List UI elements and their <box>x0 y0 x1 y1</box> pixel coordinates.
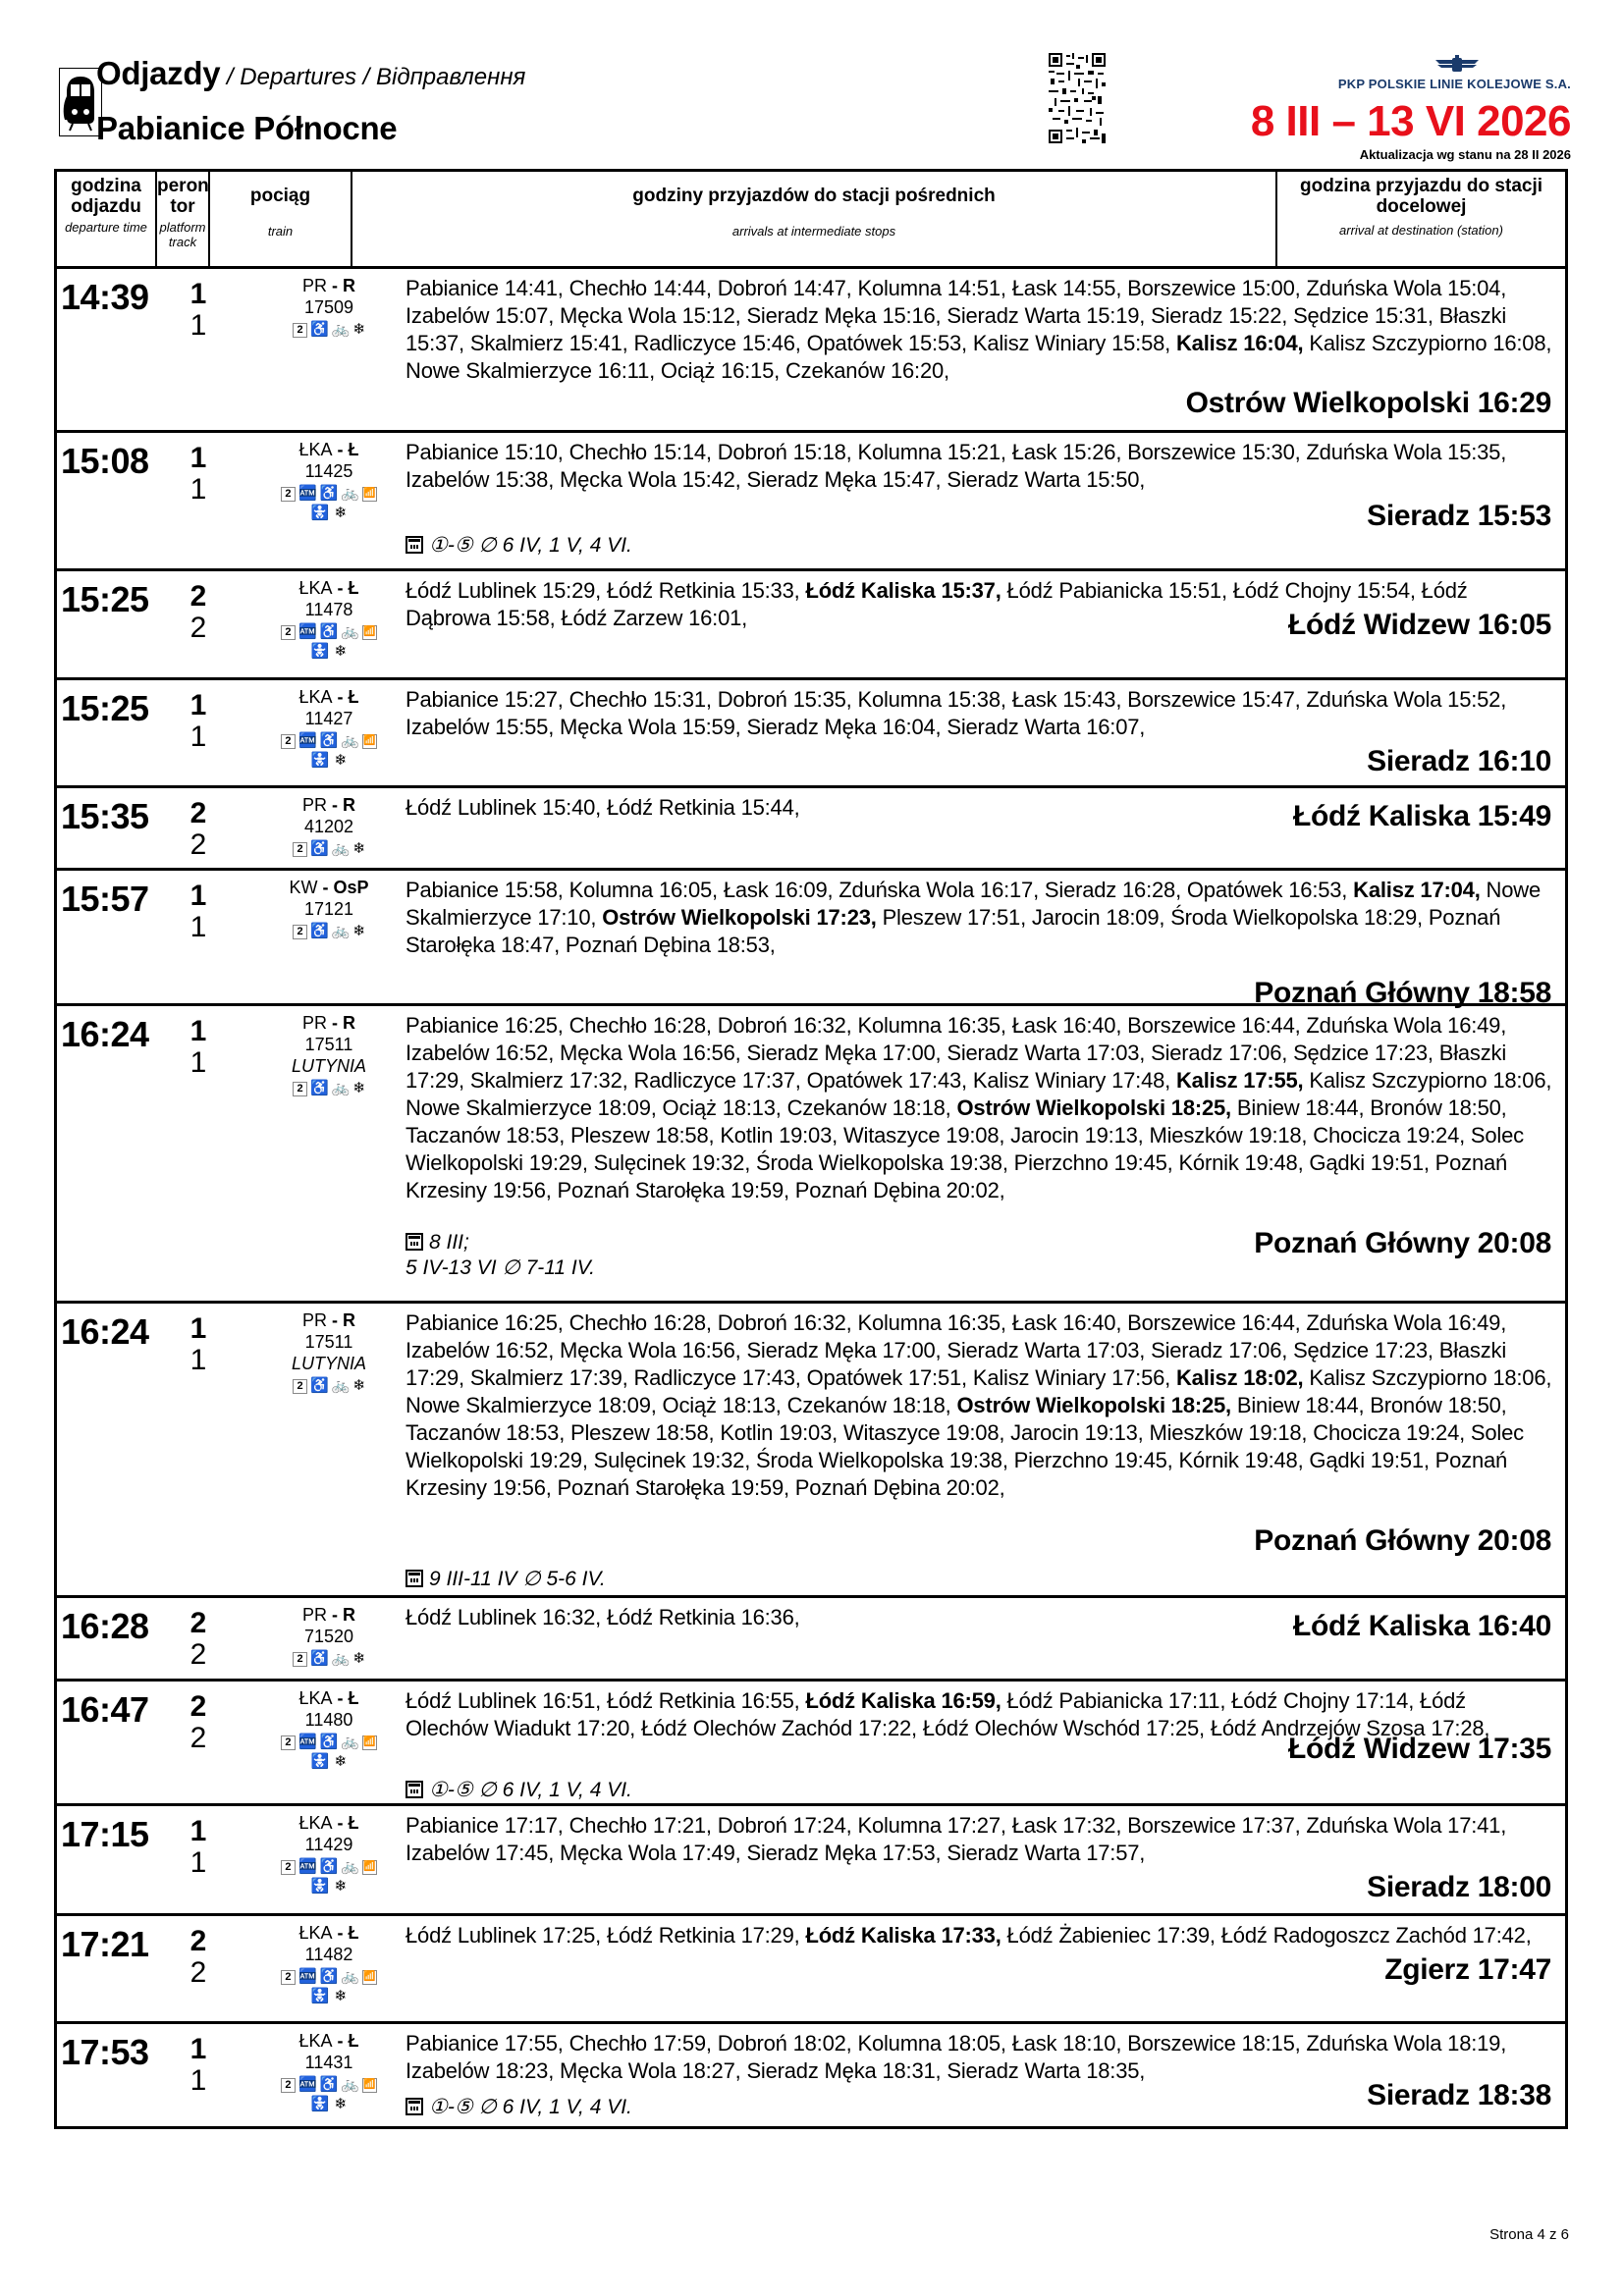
amenity-icons <box>270 1733 388 1752</box>
carrier-separator: - <box>332 578 349 598</box>
service-days-text: 9 III-11 IV ∅ 5-6 IV. <box>429 1568 606 1590</box>
bicycle-icon: 🚲 <box>341 1734 360 1750</box>
intermediate-stops: Pabianice 17:55, Chechło 17:59, Dobroń 18:02, Kolumna 18:05, Łask 18:10, Borszewice 18:15, Zduńska Wola 18:19, Izabelów 18:23, Męcka Wola 18:27, Sieradz Męka 18:31, Sieradz Warta 18:35, <box>406 2031 1507 2083</box>
second-class-icon: 2 <box>293 1082 307 1096</box>
air-conditioning-icon: ❄ <box>352 1080 365 1096</box>
train-number: 11429 <box>304 1835 353 1854</box>
second-class-icon: 2 <box>281 487 296 502</box>
second-class-icon: 2 <box>281 1735 296 1750</box>
page-title <box>96 55 525 92</box>
carrier-separator: - <box>332 1923 349 1943</box>
intermediate-stops: Pabianice 15:27, Chechło 15:31, Dobroń 15:35, Kolumna 15:38, Łask 15:43, Borszewice 15:47, Zduńska Wola 15:52, Izabelów 15:55, Męcka Wola 15:59, Sieradz Męka 16:04, Sieradz Warta 16:07, <box>406 687 1507 739</box>
air-conditioning-icon: ❄ <box>352 923 365 939</box>
amenity-icons-second-line <box>270 642 388 662</box>
train-category: R <box>343 1310 355 1330</box>
train-info <box>270 2030 388 2114</box>
platform-track <box>189 1691 208 1754</box>
intermediate-stops: Pabianice 16:25, Chechło 16:28, Dobroń 16:32, Kolumna 16:35, Łask 16:40, Borszewice 16:44, Zduńska Wola 16:49, Izabelów 16:52, Męcka Wola 16:56, Sieradz Męka 17:00, Sieradz Warta 17:03, Sieradz 17:06, Sędzice 17:23, Błaszki 17:29, Skalmierz 17:32, Radliczyce 17:37, Opatówek 17:43, Kalisz Winiary 17:48, Kalisz 17:55, Kalisz Szczypiorno 18:06, Nowe Skalmierzyce 18:09, Ociąż 18:13, Czekanów 18:18, Ostrów Wielkopolski 18:25, Biniew 18:44, Bronów 18:50, Taczanów 18:53, Pleszew 18:58, Kotlin 19:03, Witaszyce 19:08, Jarocin 19:13, Mieszków 19:18, Chocicza 19:24, Solec Wielkopolski 19:29, Sulęcinek 19:32, Środa Wielkopolska 19:38, Pierzchno 19:45, Kórnik 19:48, Gądki 19:51, Poznań Krzesiny 19:56, Poznań Starołęka 19:59, Poznań Dębina 20:02, <box>406 1013 1552 1202</box>
platform-number: 1 <box>189 1015 207 1047</box>
service-days-text-2: 5 IV-13 VI ∅ 7-11 IV. <box>406 1256 595 1279</box>
amenity-icons <box>270 731 388 751</box>
train-carrier <box>270 1812 388 1834</box>
wheelchair-icon: ♿ <box>310 840 329 857</box>
bicycle-icon: 🚲 <box>331 1650 351 1667</box>
carrier-separator: - <box>327 1605 343 1625</box>
service-days-note <box>406 1567 606 1592</box>
train-number: 11482 <box>304 1945 353 1964</box>
train-name: LUTYNIA <box>291 1354 367 1373</box>
carrier-code: KW <box>289 878 318 897</box>
departures-table <box>54 169 1568 2129</box>
departure-time: 15:08 <box>61 441 149 481</box>
destination-arrival: Ostrów Wielkopolski 16:29 <box>1185 387 1551 419</box>
air-conditioning-icon: ❄ <box>352 1377 365 1394</box>
air-conditioning-icon: ❄ <box>334 1878 348 1895</box>
train-carrier <box>270 1309 388 1331</box>
train-info <box>270 1922 388 2006</box>
destination-arrival: Łódź Widzew 16:05 <box>1287 609 1551 641</box>
baby-changing-icon: 🚼 <box>310 505 330 521</box>
carrier-separator: - <box>332 1688 349 1708</box>
qr-code-icon[interactable] <box>1049 53 1106 143</box>
platform-track <box>189 1816 208 1879</box>
platform-track <box>189 279 208 342</box>
departure-time: 16:28 <box>61 1606 149 1646</box>
train-carrier <box>270 686 388 708</box>
calendar-icon <box>406 1781 423 1798</box>
wheelchair-icon: ♿ <box>319 1734 339 1750</box>
intermediate-stops: Łódź Lublinek 15:40, Łódź Retkinia 15:44, <box>406 795 800 820</box>
platform-number: 2 <box>189 1925 207 1957</box>
amenity-icons-second-line <box>270 1987 388 2006</box>
train-info <box>270 1309 388 1396</box>
air-conditioning-icon: ❄ <box>352 840 365 857</box>
wifi-icon: 📶 <box>362 1735 377 1750</box>
departure-time: 15:25 <box>61 688 149 728</box>
ticket-machine-icon: 🏧 <box>298 623 317 640</box>
air-conditioning-icon: ❄ <box>334 643 348 660</box>
departure-time: 17:15 <box>61 1814 149 1854</box>
wheelchair-icon: ♿ <box>310 321 329 338</box>
platform-number: 1 <box>189 2033 207 2065</box>
wifi-icon: 📶 <box>362 625 377 640</box>
carrier-separator: - <box>332 440 349 459</box>
carrier-code: ŁKA <box>298 1813 333 1833</box>
bicycle-icon: 🚲 <box>331 1377 351 1394</box>
train-carrier <box>270 794 388 816</box>
amenity-icons <box>270 922 388 941</box>
train-info <box>270 877 388 941</box>
platform-number: 2 <box>189 1607 207 1639</box>
amenity-icons <box>270 1857 388 1877</box>
carrier-code: ŁKA <box>298 687 333 707</box>
table-row <box>57 1916 1565 2024</box>
carrier-separator: - <box>327 795 343 815</box>
train-info <box>270 794 388 859</box>
baby-changing-icon: 🚼 <box>310 1878 330 1895</box>
train-category: Ł <box>348 1923 359 1943</box>
baby-changing-icon: 🚼 <box>310 1988 330 2004</box>
bicycle-icon: 🚲 <box>331 1080 351 1096</box>
track-number: 1 <box>189 309 207 342</box>
table-row <box>57 1682 1565 1806</box>
table-header <box>57 172 1565 269</box>
table-row <box>57 680 1565 788</box>
destination-arrival: Zgierz 17:47 <box>1384 1953 1551 1986</box>
destination-arrival: Łódź Kaliska 16:40 <box>1292 1610 1551 1642</box>
table-row <box>57 571 1565 680</box>
wheelchair-icon: ♿ <box>319 1968 339 1985</box>
train-number: 17511 <box>304 1332 353 1352</box>
platform-number: 1 <box>189 278 207 310</box>
validity-period: 8 III – 13 VI 2026 <box>1250 97 1571 145</box>
carrier-code: PR <box>301 1605 327 1625</box>
ticket-machine-icon: 🏧 <box>298 1968 317 1985</box>
table-row <box>57 788 1565 871</box>
carrier-separator: - <box>332 2031 349 2051</box>
track-number: 2 <box>189 1638 207 1671</box>
station-name: Pabianice Północne <box>96 110 398 146</box>
wifi-icon: 📶 <box>362 487 377 502</box>
calendar-icon <box>406 536 423 554</box>
carrier-separator: - <box>327 1013 343 1033</box>
carrier-code: ŁKA <box>298 2031 333 2051</box>
calendar-icon <box>406 1233 423 1251</box>
track-number: 1 <box>189 911 207 943</box>
wheelchair-icon: ♿ <box>319 732 339 749</box>
carrier-code: PR <box>301 1310 327 1330</box>
service-days-note <box>406 1230 595 1281</box>
service-days-text: ①-⑤ ∅ 6 IV, 1 V, 4 VI. <box>429 2096 632 2118</box>
platform-number: 1 <box>189 689 207 721</box>
air-conditioning-icon: ❄ <box>334 752 348 769</box>
amenity-icons-second-line <box>270 1877 388 1896</box>
service-days-note <box>406 1778 632 1803</box>
amenity-icons <box>270 2075 388 2095</box>
platform-number: 2 <box>189 1690 207 1723</box>
air-conditioning-icon: ❄ <box>334 1753 348 1770</box>
train-carrier <box>270 577 388 599</box>
second-class-icon: 2 <box>293 925 307 939</box>
amenity-icons <box>270 839 388 859</box>
air-conditioning-icon: ❄ <box>334 505 348 521</box>
amenity-icons-second-line <box>270 2095 388 2114</box>
service-days-note <box>406 533 632 559</box>
train-category: Ł <box>348 578 359 598</box>
baby-changing-icon: 🚼 <box>310 2096 330 2112</box>
column-header-platform: peron tor platform track <box>157 172 210 266</box>
wheelchair-icon: ♿ <box>310 923 329 939</box>
destination-arrival: Poznań Główny 20:08 <box>1254 1227 1551 1259</box>
departure-time: 15:25 <box>61 579 149 619</box>
bicycle-icon: 🚲 <box>341 1858 360 1875</box>
platform-track <box>189 798 208 861</box>
wheelchair-icon: ♿ <box>319 1858 339 1875</box>
second-class-icon: 2 <box>281 734 296 749</box>
train-carrier <box>270 1604 388 1626</box>
train-number: 41202 <box>303 817 354 836</box>
baby-changing-icon: 🚼 <box>310 752 330 769</box>
train-number: 71520 <box>303 1627 354 1646</box>
table-row <box>57 1006 1565 1304</box>
wheelchair-icon: ♿ <box>319 623 339 640</box>
wheelchair-icon: ♿ <box>310 1650 329 1667</box>
second-class-icon: 2 <box>293 1652 307 1667</box>
table-row <box>57 1304 1565 1598</box>
train-info <box>270 275 388 340</box>
carrier-separator: - <box>317 878 334 897</box>
carrier-separator: - <box>332 1813 349 1833</box>
ticket-machine-icon: 🏧 <box>298 485 317 502</box>
train-carrier <box>270 877 388 898</box>
platform-track <box>189 1608 208 1671</box>
table-row <box>57 2024 1565 2126</box>
second-class-icon: 2 <box>293 1379 307 1394</box>
wifi-icon: 📶 <box>362 1970 377 1985</box>
platform-track <box>189 1926 208 1989</box>
departure-time: 16:24 <box>61 1311 149 1352</box>
ticket-machine-icon: 🏧 <box>298 1734 317 1750</box>
carrier-code: ŁKA <box>298 1923 333 1943</box>
ticket-machine-icon: 🏧 <box>298 1858 317 1875</box>
carrier-separator: - <box>327 276 343 295</box>
train-number: 11478 <box>304 600 353 619</box>
departure-time: 17:21 <box>61 1924 149 1964</box>
table-row <box>57 1598 1565 1682</box>
platform-track <box>189 2034 208 2097</box>
carrier-code: PR <box>301 795 327 815</box>
carrier-separator: - <box>327 1310 343 1330</box>
train-number: 17509 <box>303 297 354 317</box>
train-category: Ł <box>348 687 359 707</box>
platform-track <box>189 1313 208 1376</box>
column-header-time: godzina odjazdu departure time <box>57 172 157 266</box>
train-category: R <box>343 276 355 295</box>
track-number: 2 <box>189 612 207 644</box>
departure-time: 16:47 <box>61 1689 149 1730</box>
bicycle-icon: 🚲 <box>331 840 351 857</box>
train-category: Ł <box>348 2031 359 2051</box>
baby-changing-icon: 🚼 <box>310 643 330 660</box>
amenity-icons <box>270 320 388 340</box>
carrier-code: ŁKA <box>298 440 333 459</box>
bicycle-icon: 🚲 <box>331 321 351 338</box>
wifi-icon: 📶 <box>362 1860 377 1875</box>
service-days-text: ①-⑤ ∅ 6 IV, 1 V, 4 VI. <box>429 1779 632 1801</box>
amenity-icons-second-line <box>270 751 388 771</box>
train-carrier <box>270 1687 388 1709</box>
train-category: R <box>343 1013 355 1033</box>
column-header-train: pociąg train <box>210 172 352 266</box>
destination-arrival: Poznań Główny 20:08 <box>1254 1524 1551 1557</box>
amenity-icons <box>270 1079 388 1098</box>
platform-track <box>189 881 208 943</box>
destination-arrival: Poznań Główny 18:58 <box>1254 977 1551 1009</box>
destination-arrival: Łódź Widzew 17:35 <box>1287 1733 1551 1765</box>
train-info <box>270 439 388 523</box>
track-number: 1 <box>189 473 207 506</box>
intermediate-stops: Pabianice 14:41, Chechło 14:44, Dobroń 14:47, Kolumna 14:51, Łask 14:55, Borszewice 15:00, Zduńska Wola 15:04, Izabelów 15:07, Męcka Wola 15:12, Sieradz Męka 15:16, Sieradz Warta 15:19, Sieradz 15:22, Sędzice 15:31, Błaszki 15:37, Skalmierz 15:41, Radliczyce 15:46, Opatówek 15:53, Kalisz Winiary 15:58, Kalisz 16:04, Kalisz Szczypiorno 16:08, Nowe Skalmierzyce 16:11, Ociąż 16:15, Czekanów 16:20, <box>406 276 1552 383</box>
service-days-text: 8 III; <box>429 1231 469 1254</box>
intermediate-stops: Pabianice 15:58, Kolumna 16:05, Łask 16:09, Zduńska Wola 16:17, Sieradz 16:28, Opatówek 16:53, Kalisz 17:04, Nowe Skalmierzyce 17:10, Ostrów Wielkopolski 17:23, Pleszew 17:51, Jarocin 18:09, Środa Wielkopolska 18:29, Poznań Starołęka 18:47, Poznań Dębina 18:53, <box>406 878 1541 957</box>
platform-track <box>189 581 208 644</box>
wheelchair-icon: ♿ <box>319 485 339 502</box>
train-info <box>270 686 388 771</box>
train-info <box>270 1687 388 1772</box>
departure-rows <box>57 269 1565 2126</box>
platform-track <box>189 1016 208 1079</box>
train-category: R <box>343 795 355 815</box>
second-class-icon: 2 <box>293 323 307 338</box>
track-number: 2 <box>189 1722 207 1754</box>
wifi-icon: 📶 <box>362 734 377 749</box>
air-conditioning-icon: ❄ <box>334 2096 348 2112</box>
platform-number: 1 <box>189 1815 207 1847</box>
amenity-icons <box>270 1376 388 1396</box>
amenity-icons-second-line <box>270 504 388 523</box>
page-number: Strona 4 z 6 <box>1489 2226 1569 2243</box>
table-row <box>57 269 1565 433</box>
track-number: 1 <box>189 721 207 753</box>
train-number: 17121 <box>303 899 354 919</box>
bicycle-icon: 🚲 <box>341 1968 360 1985</box>
pkp-logo-icon <box>1434 54 1481 76</box>
platform-number: 2 <box>189 580 207 613</box>
title-sub: / Departures / Відправлення <box>220 64 526 90</box>
table-row <box>57 871 1565 1009</box>
departure-time: 14:39 <box>61 277 149 317</box>
ticket-machine-icon: 🏧 <box>298 732 317 749</box>
train-carrier <box>270 1922 388 1944</box>
second-class-icon: 2 <box>281 1860 296 1875</box>
track-number: 2 <box>189 828 207 861</box>
ticket-machine-icon: 🏧 <box>298 2076 317 2093</box>
second-class-icon: 2 <box>281 625 296 640</box>
carrier-code: ŁKA <box>298 578 333 598</box>
platform-track <box>189 690 208 753</box>
bicycle-icon: 🚲 <box>341 732 360 749</box>
intermediate-stops: Łódź Lublinek 16:51, Łódź Retkinia 16:55, Łódź Kaliska 16:59, Łódź Pabianicka 17:11, Łódź Chojny 17:14, Łódź Olechów Wiadukt 17:20, Łódź Olechów Zachód 17:22, Łódź Olechów Wschód 17:25, Łódź Andrzejów Szosa 17:28, <box>406 1688 1490 1740</box>
service-days-text: ①-⑤ ∅ 6 IV, 1 V, 4 VI. <box>429 534 632 557</box>
train-carrier <box>270 439 388 460</box>
track-number: 1 <box>189 2064 207 2097</box>
track-number: 2 <box>189 1956 207 1989</box>
column-header-destination: godzina przyjazdu do stacji docelowej arrival at destination (station) <box>1299 176 1543 238</box>
table-row <box>57 433 1565 571</box>
train-info <box>270 577 388 662</box>
calendar-icon <box>406 1570 423 1587</box>
train-category: R <box>343 1605 355 1625</box>
update-note: Aktualizacja wg stanu na 28 II 2026 <box>1359 147 1571 162</box>
train-category: Ł <box>348 1688 359 1708</box>
destination-arrival: Sieradz 18:38 <box>1367 2079 1551 2111</box>
platform-number: 2 <box>189 797 207 829</box>
departure-time: 17:53 <box>61 2032 149 2072</box>
bicycle-icon: 🚲 <box>341 2076 360 2093</box>
platform-number: 1 <box>189 442 207 474</box>
bicycle-icon: 🚲 <box>341 623 360 640</box>
train-category: Ł <box>348 1813 359 1833</box>
track-number: 1 <box>189 1344 207 1376</box>
intermediate-stops: Łódź Lublinek 17:25, Łódź Retkinia 17:29, Łódź Kaliska 17:33, Łódź Żabieniec 17:39, Łódź Radogoszcz Zachód 17:42, <box>406 1923 1532 1948</box>
train-number: 11431 <box>304 2053 353 2072</box>
train-category: Ł <box>348 440 359 459</box>
departure-time: 15:57 <box>61 879 149 919</box>
train-number: 11425 <box>304 461 353 481</box>
intermediate-stops: Łódź Lublinek 15:29, Łódź Retkinia 15:33, Łódź Kaliska 15:37, Łódź Pabianicka 15:51, Łódź Chojny 15:54, Łódź Dąbrowa 15:58, Łódź Zarzew 16:01, <box>406 578 1468 630</box>
train-info <box>270 1604 388 1669</box>
destination-arrival: Łódź Kaliska 15:49 <box>1292 800 1551 832</box>
air-conditioning-icon: ❄ <box>334 1988 348 2004</box>
operator-name: PKP POLSKIE LINIE KOLEJOWE S.A. <box>1337 77 1571 91</box>
baby-changing-icon: 🚼 <box>310 1753 330 1770</box>
air-conditioning-icon: ❄ <box>352 1650 365 1667</box>
bicycle-icon: 🚲 <box>331 923 351 939</box>
track-number: 1 <box>189 1846 207 1879</box>
track-number: 1 <box>189 1046 207 1079</box>
train-number: 11480 <box>304 1710 353 1730</box>
amenity-icons <box>270 622 388 642</box>
intermediate-stops: Pabianice 15:10, Chechło 15:14, Dobroń 15:18, Kolumna 15:21, Łask 15:26, Borszewice 15:30, Zduńska Wola 15:35, Izabelów 15:38, Męcka Wola 15:42, Sieradz Męka 15:47, Sieradz Warta 15:50, <box>406 440 1507 492</box>
platform-number: 1 <box>189 1312 207 1345</box>
departure-time: 16:24 <box>61 1014 149 1054</box>
wheelchair-icon: ♿ <box>310 1377 329 1394</box>
destination-arrival: Sieradz 15:53 <box>1367 500 1551 532</box>
title-main: Odjazdy <box>96 55 221 91</box>
train-category: OsP <box>333 878 369 897</box>
train-number: 17511 <box>304 1035 353 1054</box>
train-info <box>270 1812 388 1896</box>
train-carrier <box>270 1012 388 1034</box>
train-info <box>270 1012 388 1098</box>
calendar-icon <box>406 2098 423 2115</box>
carrier-code: ŁKA <box>298 1688 333 1708</box>
train-carrier <box>270 2030 388 2052</box>
train-number: 11427 <box>304 709 353 728</box>
wheelchair-icon: ♿ <box>319 2076 339 2093</box>
amenity-icons <box>270 1649 388 1669</box>
amenity-icons <box>270 1967 388 1987</box>
destination-arrival: Sieradz 18:00 <box>1367 1871 1551 1903</box>
bicycle-icon: 🚲 <box>341 485 360 502</box>
intermediate-stops: Łódź Lublinek 16:32, Łódź Retkinia 16:36, <box>406 1605 800 1629</box>
table-row <box>57 1806 1565 1916</box>
column-header-stops: godziny przyjazdów do stacji pośrednich arrivals at intermediate stops <box>352 172 1277 266</box>
amenity-icons <box>270 484 388 504</box>
platform-track <box>189 443 208 506</box>
intermediate-stops: Pabianice 17:17, Chechło 17:21, Dobroń 17:24, Kolumna 17:27, Łask 17:32, Borszewice 17:37, Zduńska Wola 17:41, Izabelów 17:45, Męcka Wola 17:49, Sieradz Męka 17:53, Sieradz Warta 17:57, <box>406 1813 1507 1865</box>
platform-number: 1 <box>189 880 207 912</box>
second-class-icon: 2 <box>281 1970 296 1985</box>
train-name: LUTYNIA <box>291 1056 367 1076</box>
second-class-icon: 2 <box>293 842 307 857</box>
service-days-note <box>406 2095 632 2120</box>
amenity-icons-second-line <box>270 1752 388 1772</box>
carrier-code: PR <box>301 1013 327 1033</box>
wheelchair-icon: ♿ <box>310 1080 329 1096</box>
destination-arrival: Sieradz 16:10 <box>1367 745 1551 777</box>
air-conditioning-icon: ❄ <box>352 321 365 338</box>
carrier-separator: - <box>332 687 349 707</box>
train-carrier <box>270 275 388 296</box>
second-class-icon: 2 <box>281 2078 296 2093</box>
carrier-code: PR <box>301 276 327 295</box>
wifi-icon: 📶 <box>362 2078 377 2093</box>
departure-time: 15:35 <box>61 796 149 836</box>
intermediate-stops: Pabianice 16:25, Chechło 16:28, Dobroń 16:32, Kolumna 16:35, Łask 16:40, Borszewice 16:44, Zduńska Wola 16:49, Izabelów 16:52, Męcka Wola 16:56, Sieradz Męka 17:00, Sieradz Warta 17:03, Sieradz 17:06, Sędzice 17:23, Błaszki 17:29, Skalmierz 17:39, Radliczyce 17:43, Opatówek 17:51, Kalisz Winiary 17:56, Kalisz 18:02, Kalisz Szczypiorno 18:06, Nowe Skalmierzyce 18:09, Ociąż 18:13, Czekanów 18:18, Ostrów Wielkopolski 18:25, Biniew 18:44, Bronów 18:50, Taczanów 18:53, Pleszew 18:58, Kotlin 19:03, Witaszyce 19:08, Jarocin 19:13, Mieszków 19:18, Chocicza 19:24, Solec Wielkopolski 19:29, Sulęcinek 19:32, Środa Wielkopolska 19:38, Pierzchno 19:45, Kórnik 19:48, Gądki 19:51, Poznań Krzesiny 19:56, Poznań Starołęka 19:59, Poznań Dębina 20:02, <box>406 1310 1552 1500</box>
